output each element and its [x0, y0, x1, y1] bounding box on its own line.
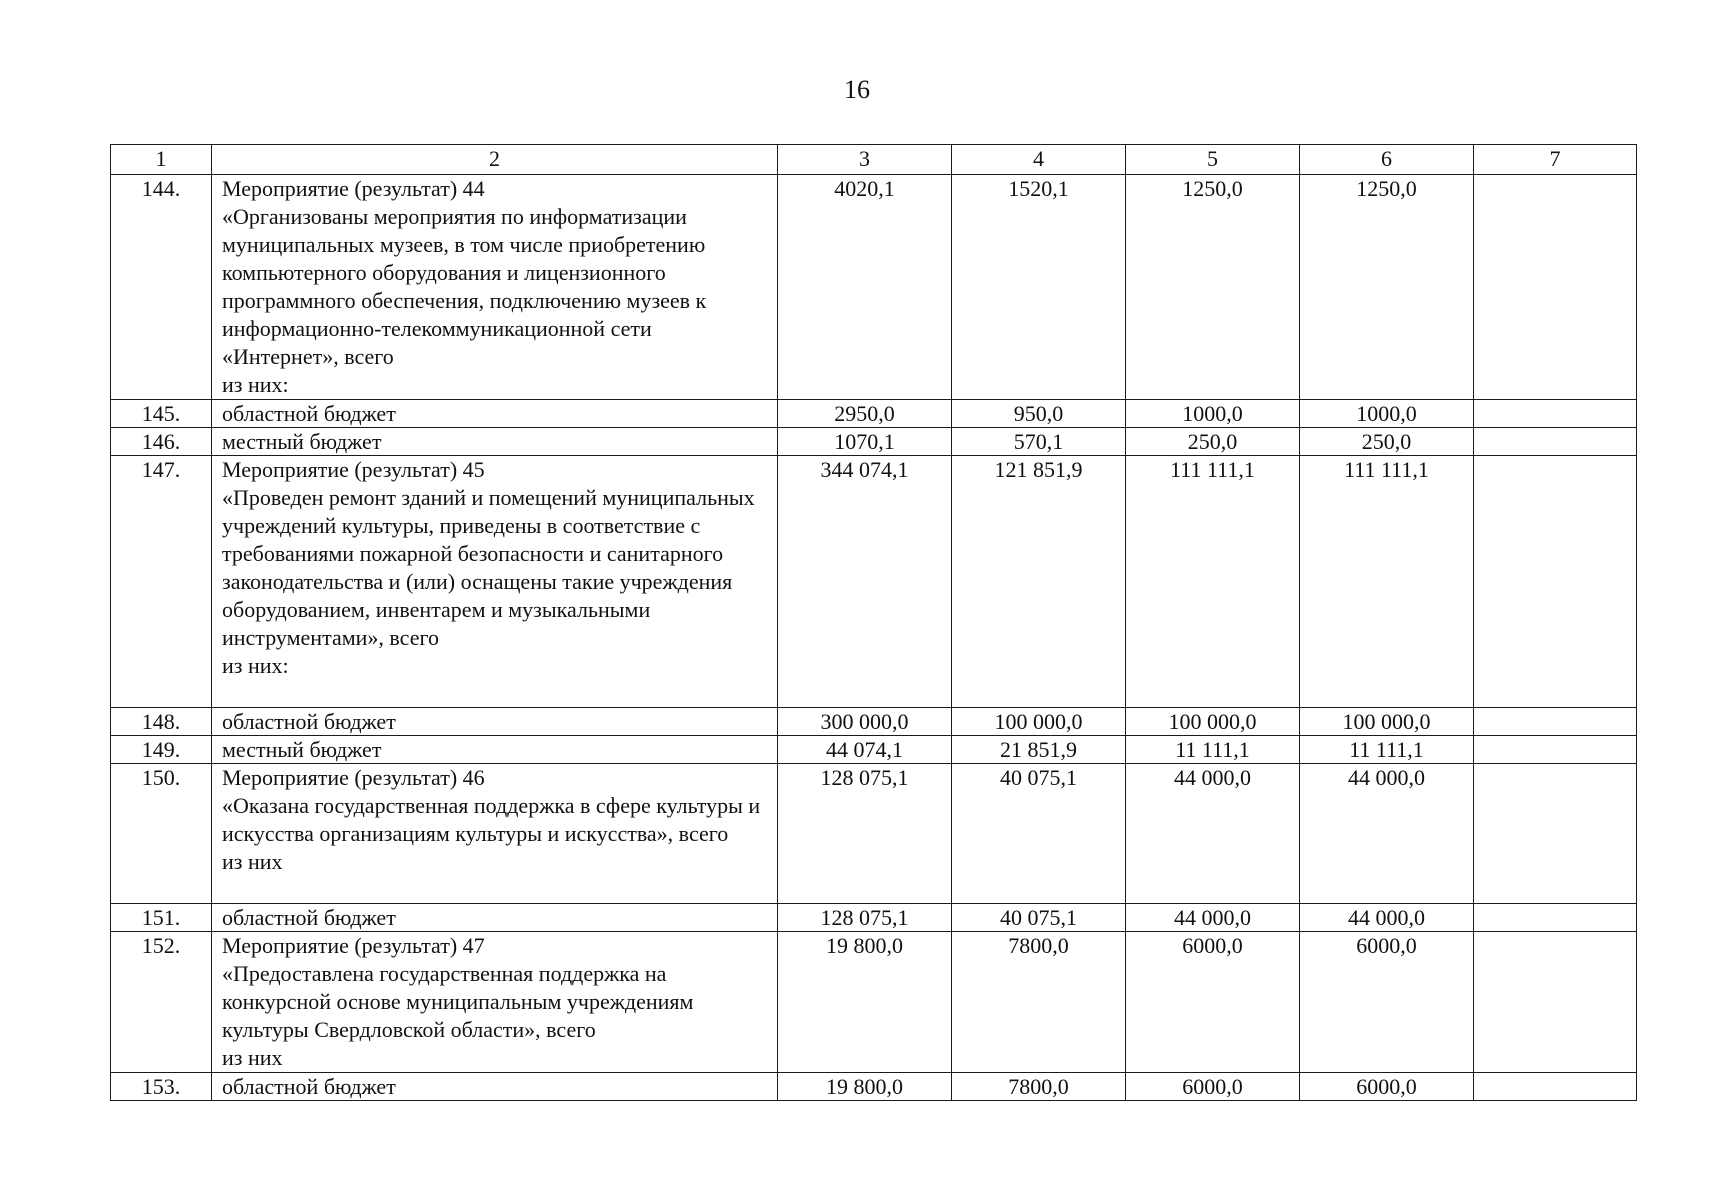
cell-value	[1474, 428, 1637, 456]
table-row	[111, 456, 1637, 708]
cell-value: 44 000,0	[1300, 904, 1474, 932]
cell-value: 6000,0	[1126, 932, 1300, 1073]
cell-value: 2950,0	[778, 400, 952, 428]
row-number: 153.	[111, 1073, 212, 1101]
column-header: 3	[778, 145, 952, 175]
cell-value: 111 111,1	[1126, 456, 1300, 708]
cell-value	[1474, 932, 1637, 1073]
cell-value: 4020,1	[778, 175, 952, 400]
row-number: 151.	[111, 904, 212, 932]
cell-value: 128 075,1	[778, 904, 952, 932]
cell-value	[1474, 400, 1637, 428]
row-number: 148.	[111, 708, 212, 736]
cell-value	[1474, 1073, 1637, 1101]
row-description: областной бюджет	[212, 708, 778, 736]
row-number: 147.	[111, 456, 212, 708]
budget-table	[110, 144, 1637, 1101]
cell-value: 300 000,0	[778, 708, 952, 736]
cell-value: 100 000,0	[952, 708, 1126, 736]
cell-value: 40 075,1	[952, 764, 1126, 904]
cell-value: 44 000,0	[1300, 764, 1474, 904]
cell-value: 100 000,0	[1126, 708, 1300, 736]
row-number: 144.	[111, 175, 212, 400]
cell-value: 44 000,0	[1126, 764, 1300, 904]
row-description: местный бюджет	[212, 736, 778, 764]
cell-value	[1474, 708, 1637, 736]
cell-value: 1520,1	[952, 175, 1126, 400]
row-number: 150.	[111, 764, 212, 904]
cell-value: 1000,0	[1300, 400, 1474, 428]
table-row	[111, 175, 1637, 400]
table-row	[111, 764, 1637, 904]
table-row	[111, 428, 1637, 456]
cell-value: 6000,0	[1300, 932, 1474, 1073]
cell-value: 570,1	[952, 428, 1126, 456]
cell-value: 19 800,0	[778, 932, 952, 1073]
cell-value: 128 075,1	[778, 764, 952, 904]
row-description: Мероприятие (результат) 45 «Проведен ремонт зданий и помещений муниципальных учреждений культуры, приведены в соответствие с требованиями пожарной безопасности и санитарного законодательства и (или) оснащены такие учреждения оборудованием, инвентарем и музыкальными инструментами», всего из них:	[212, 456, 778, 708]
column-header: 2	[212, 145, 778, 175]
row-description: местный бюджет	[212, 428, 778, 456]
cell-value	[1474, 175, 1637, 400]
table-row	[111, 400, 1637, 428]
row-description: Мероприятие (результат) 46 «Оказана государственная поддержка в сфере культуры и искусства организациям культуры и искусства», всего из них	[212, 764, 778, 904]
cell-value: 1250,0	[1126, 175, 1300, 400]
cell-value: 44 074,1	[778, 736, 952, 764]
cell-value: 6000,0	[1126, 1073, 1300, 1101]
row-number: 149.	[111, 736, 212, 764]
cell-value	[1474, 764, 1637, 904]
column-header: 7	[1474, 145, 1637, 175]
header-row	[111, 145, 1637, 175]
cell-value: 44 000,0	[1126, 904, 1300, 932]
table-row	[111, 1073, 1637, 1101]
row-number: 146.	[111, 428, 212, 456]
column-header: 5	[1126, 145, 1300, 175]
cell-value: 1070,1	[778, 428, 952, 456]
row-number: 145.	[111, 400, 212, 428]
cell-value	[1474, 456, 1637, 708]
row-number: 152.	[111, 932, 212, 1073]
table-row	[111, 708, 1637, 736]
cell-value: 6000,0	[1300, 1073, 1474, 1101]
column-header: 6	[1300, 145, 1474, 175]
cell-value: 7800,0	[952, 1073, 1126, 1101]
cell-value: 344 074,1	[778, 456, 952, 708]
column-header: 1	[111, 145, 212, 175]
row-description: областной бюджет	[212, 1073, 778, 1101]
cell-value: 40 075,1	[952, 904, 1126, 932]
row-description: Мероприятие (результат) 44 «Организованы мероприятия по информатизации муниципальных музеев, в том числе приобретению компьютерного оборудования и лицензионного программного обеспечения, подключению музеев к информационно-телекоммуникационной сети «Интернет», всего из них:	[212, 175, 778, 400]
cell-value: 250,0	[1300, 428, 1474, 456]
cell-value: 250,0	[1126, 428, 1300, 456]
cell-value: 1000,0	[1126, 400, 1300, 428]
page-number: 16	[844, 75, 870, 104]
cell-value	[1474, 904, 1637, 932]
cell-value: 11 111,1	[1126, 736, 1300, 764]
row-description: областной бюджет	[212, 400, 778, 428]
cell-value: 7800,0	[952, 932, 1126, 1073]
row-description: Мероприятие (результат) 47 «Предоставлена государственная поддержка на конкурсной основе муниципальным учреждениям культуры Свердловской области», всего из них	[212, 932, 778, 1073]
cell-value: 1250,0	[1300, 175, 1474, 400]
row-description: областной бюджет	[212, 904, 778, 932]
table-row	[111, 736, 1637, 764]
cell-value: 111 111,1	[1300, 456, 1474, 708]
cell-value: 21 851,9	[952, 736, 1126, 764]
cell-value: 19 800,0	[778, 1073, 952, 1101]
table-row	[111, 904, 1637, 932]
table-row	[111, 932, 1637, 1073]
cell-value: 950,0	[952, 400, 1126, 428]
cell-value	[1474, 736, 1637, 764]
cell-value: 121 851,9	[952, 456, 1126, 708]
cell-value: 11 111,1	[1300, 736, 1474, 764]
column-header: 4	[952, 145, 1126, 175]
cell-value: 100 000,0	[1300, 708, 1474, 736]
